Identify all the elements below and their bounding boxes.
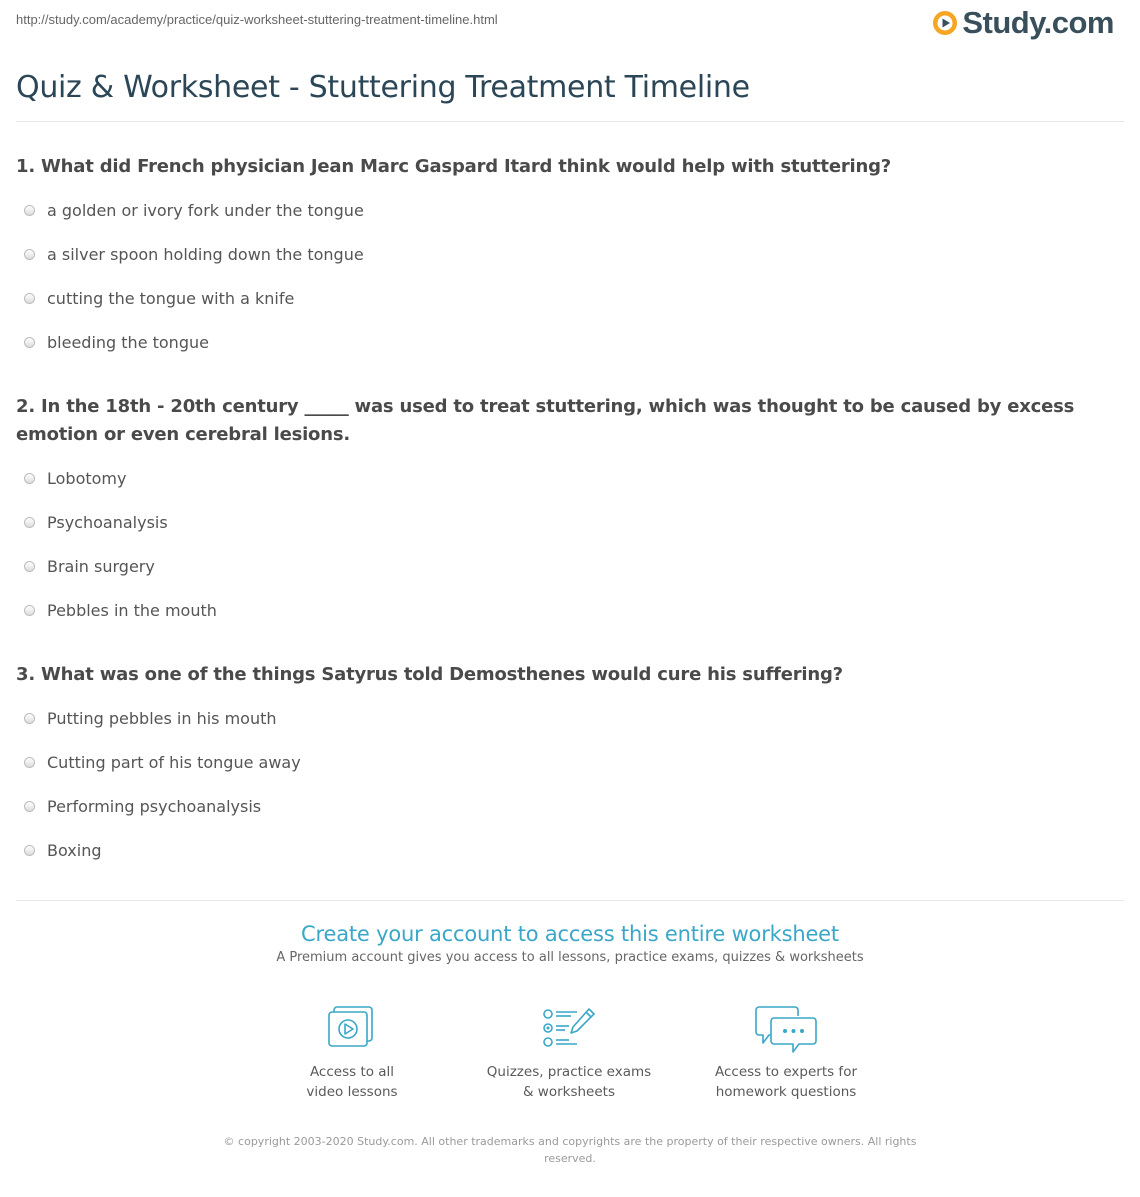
radio-button[interactable]: [24, 517, 35, 528]
radio-button[interactable]: [24, 713, 35, 724]
feature-video-lessons: [252, 1004, 452, 1102]
option-label: bleeding the tongue: [47, 332, 209, 352]
answer-option[interactable]: [16, 588, 1106, 632]
option-label: Pebbles in the mouth: [47, 600, 217, 620]
question-text: 1. What did French physician Jean Marc Gaspard Itard think would help with stuttering?: [16, 156, 892, 177]
answer-option[interactable]: [16, 500, 1106, 544]
question-text: 2. In the 18th - 20th century _____ was used to treat stuttering, which was thought to be caused by excess emotion or even cerebral lesions.: [16, 396, 1075, 445]
radio-button[interactable]: [24, 337, 35, 348]
answer-option[interactable]: [16, 188, 1106, 232]
answer-option[interactable]: [16, 544, 1106, 588]
answer-option[interactable]: [16, 784, 1106, 828]
radio-button[interactable]: [24, 205, 35, 216]
answer-option[interactable]: [16, 740, 1106, 784]
radio-button[interactable]: [24, 845, 35, 856]
study-logo[interactable]: [932, 5, 1114, 40]
expert-chat-icon: [753, 1004, 819, 1056]
cta-title-link[interactable]: Create your account to access this entire worksheet: [301, 922, 839, 946]
radio-button[interactable]: [24, 801, 35, 812]
option-label: Boxing: [47, 840, 102, 860]
copyright-notice: © copyright 2003-2020 Study.com. All other trademarks and copyrights are the property of their respective owners. All rights reserved.: [223, 1135, 917, 1165]
radio-button[interactable]: [24, 757, 35, 768]
cta-divider: [16, 900, 1124, 901]
feature-quizzes: [469, 1004, 669, 1102]
page-title: Quiz & Worksheet - Stuttering Treatment Timeline: [16, 70, 750, 105]
option-label: Psychoanalysis: [47, 512, 168, 532]
answer-options: [16, 188, 1106, 364]
cta-subtitle: A Premium account gives you access to all lessons, practice exams, quizzes & worksheets: [276, 950, 864, 965]
top-bar: [0, 0, 1140, 44]
answer-option[interactable]: [16, 320, 1106, 364]
answer-options: [16, 696, 1106, 872]
account-cta: [0, 922, 1140, 965]
option-label: Cutting part of his tongue away: [47, 752, 301, 772]
answer-options: [16, 456, 1106, 632]
video-lesson-icon: [324, 1004, 380, 1052]
radio-button[interactable]: [24, 293, 35, 304]
option-label: a silver spoon holding down the tongue: [47, 244, 364, 264]
feature-label: Access to all video lessons: [306, 1064, 398, 1100]
radio-button[interactable]: [24, 605, 35, 616]
question-3: [16, 661, 1106, 872]
title-divider: [16, 121, 1124, 122]
question-2: [16, 393, 1106, 632]
answer-option[interactable]: [16, 456, 1106, 500]
answer-option[interactable]: [16, 696, 1106, 740]
option-label: Putting pebbles in his mouth: [47, 708, 277, 728]
quiz-checklist-icon: [539, 1004, 599, 1052]
radio-button[interactable]: [24, 561, 35, 572]
answer-option[interactable]: [16, 828, 1106, 872]
play-logo-icon: [932, 10, 958, 36]
feature-label: Quizzes, practice exams & worksheets: [486, 1064, 652, 1100]
feature-label: Access to experts for homework questions: [714, 1064, 857, 1100]
option-label: Lobotomy: [47, 468, 127, 488]
option-label: a golden or ivory fork under the tongue: [47, 200, 364, 220]
radio-button[interactable]: [24, 249, 35, 260]
feature-experts: [686, 1004, 886, 1102]
question-text: 3. What was one of the things Satyrus told Demosthenes would cure his suffering?: [16, 664, 843, 685]
question-1: [16, 153, 1106, 364]
answer-option[interactable]: [16, 232, 1106, 276]
option-label: cutting the tongue with a knife: [47, 288, 295, 308]
option-label: Performing psychoanalysis: [47, 796, 262, 816]
page-url: http://study.com/academy/practice/quiz-worksheet-stuttering-treatment-timeline.html: [16, 12, 498, 27]
option-label: Brain surgery: [47, 556, 155, 576]
answer-option[interactable]: [16, 276, 1106, 320]
radio-button[interactable]: [24, 473, 35, 484]
logo-wordmark: Study.com: [962, 5, 1114, 40]
